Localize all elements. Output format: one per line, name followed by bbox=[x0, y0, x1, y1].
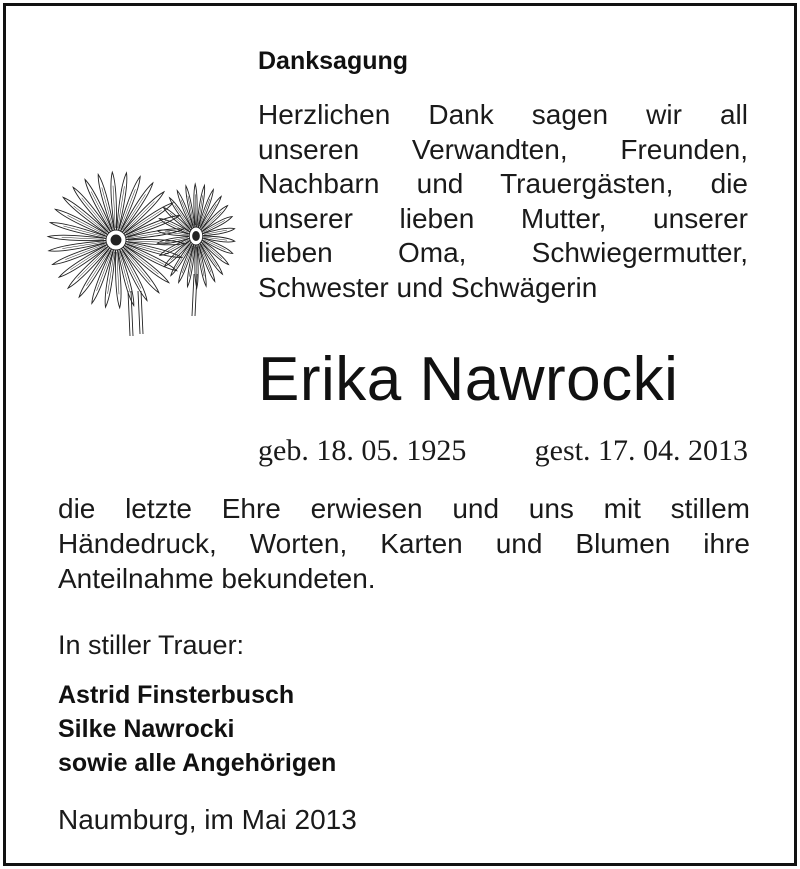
flower-stem bbox=[128, 291, 133, 336]
mourning-label: In stiller Trauer: bbox=[58, 630, 245, 660]
life-dates bbox=[258, 431, 748, 471]
flower-stem bbox=[138, 291, 143, 334]
flower-illustration-icon bbox=[44, 166, 249, 341]
birth-date: geb. 18. 05. 1925 bbox=[258, 434, 467, 467]
flower-petal-vein bbox=[167, 222, 189, 232]
thanks-line: Händedruck, Worten, Karten und Blumen ihre bbox=[58, 528, 750, 559]
signer-name: Astrid Finsterbusch bbox=[58, 681, 295, 709]
obituary-card bbox=[3, 3, 797, 866]
intro-line: unserer lieben Mutter, unserer bbox=[258, 202, 748, 234]
death-date: gest. 17. 04. 2013 bbox=[534, 434, 748, 467]
intro-line: Schwester und Schwägerin bbox=[258, 271, 598, 303]
signer-name: sowie alle Angehörigen bbox=[58, 749, 337, 777]
intro-paragraph bbox=[258, 98, 748, 305]
intro-line: Herzlichen Dank sagen wir all bbox=[258, 99, 748, 130]
flower-center bbox=[111, 235, 121, 245]
flower-stem bbox=[192, 274, 197, 316]
thanks-line: die letzte Ehre erwiesen und uns mit stillem bbox=[58, 493, 750, 524]
place-date: Naumburg, im Mai 2013 bbox=[58, 804, 357, 835]
signers-list bbox=[58, 678, 336, 780]
heading-title: Danksagung bbox=[258, 47, 409, 75]
flower-center bbox=[193, 232, 200, 241]
intro-line: Nachbarn und Trauergästen, die bbox=[258, 168, 748, 199]
intro-line: unseren Verwandten, Freunden, bbox=[258, 133, 748, 165]
intro-line: lieben Oma, Schwiegermutter, bbox=[258, 237, 748, 268]
thanks-paragraph bbox=[58, 491, 750, 596]
deceased-name: Erika Nawrocki bbox=[258, 345, 679, 414]
signer-name: Silke Nawrocki bbox=[58, 715, 235, 743]
thanks-line: Anteilnahme bekundeten. bbox=[58, 563, 376, 594]
flower-petal-vein bbox=[204, 240, 226, 250]
